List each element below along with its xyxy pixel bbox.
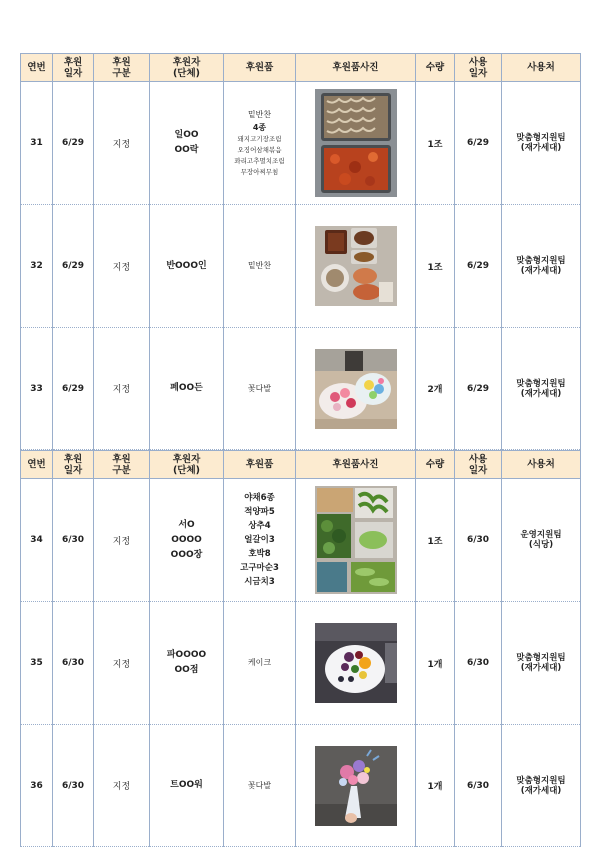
row-photo: [296, 725, 416, 847]
row-qty: 2개: [416, 328, 455, 450]
header-date: 후원 일자: [53, 54, 94, 82]
row-date: 6/30: [53, 479, 94, 602]
header-no: 연번: [21, 451, 53, 479]
header-use-date: 사용 일자: [455, 54, 502, 82]
row-item: 꽃다발: [224, 725, 296, 847]
row-no: 34: [21, 479, 53, 602]
header-donor: 후원자 (단체): [150, 451, 224, 479]
header-type: 후원 구분: [94, 54, 150, 82]
row-type: 지정: [94, 82, 150, 205]
header-qty: 수량: [416, 451, 455, 479]
header-qty: 수량: [416, 54, 455, 82]
bouquets-photo: [315, 349, 397, 429]
row-no: 35: [21, 602, 53, 725]
food-trays-photo: [315, 89, 397, 197]
row-photo: [296, 82, 416, 205]
row-type: 지정: [94, 328, 150, 450]
header-photo: 후원품사진: [296, 451, 416, 479]
table-row: [21, 602, 581, 725]
fruit-cake-photo: [315, 623, 397, 703]
row-use-date: 6/29: [455, 82, 502, 205]
row-use-date: 6/29: [455, 328, 502, 450]
row-photo: [296, 328, 416, 450]
row-photo: [296, 479, 416, 602]
row-item: 밑반찬: [224, 205, 296, 328]
vegetables-photo: [315, 486, 397, 594]
row-place: 맞춤형지원팀 (재가세대): [502, 82, 581, 205]
row-place: 맞춤형지원팀 (재가세대): [502, 205, 581, 328]
header-row: [21, 54, 581, 82]
table-row: [21, 479, 581, 602]
header-type: 후원 구분: [94, 451, 150, 479]
row-photo: [296, 602, 416, 725]
row-date: 6/30: [53, 602, 94, 725]
table-row: [21, 82, 581, 205]
header-date: 후원 일자: [53, 451, 94, 479]
row-type: 지정: [94, 205, 150, 328]
row-qty: 1조: [416, 479, 455, 602]
side-dishes-photo: [315, 226, 397, 306]
table-row: [21, 725, 581, 847]
row-no: 31: [21, 82, 53, 205]
row-place: 맞춤형지원팀 (재가세대): [502, 725, 581, 847]
table-row: [21, 205, 581, 328]
row-item: 꽃다발: [224, 328, 296, 450]
row-donor: 서O OOOO OOO장: [150, 479, 224, 602]
row-type: 지정: [94, 479, 150, 602]
row-type: 지정: [94, 725, 150, 847]
row-item: 야채6종 적양파5 상추4 얼갈이3 호박8 고구마순3 시금치3: [224, 479, 296, 602]
row-use-date: 6/30: [455, 602, 502, 725]
row-use-date: 6/29: [455, 205, 502, 328]
header-no: 연번: [21, 54, 53, 82]
row-donor: 반OOO인: [150, 205, 224, 328]
row-donor: 파OOOO OO점: [150, 602, 224, 725]
row-place: 운영지원팀 (식당): [502, 479, 581, 602]
donation-table-1: [20, 53, 581, 450]
row-qty: 1개: [416, 725, 455, 847]
row-date: 6/30: [53, 725, 94, 847]
row-item: 밑반찬 4종 돼지고기장조림 오징어삼채볶음 꽈리고추멸치조림 무장아찌무침: [224, 82, 296, 205]
row-place: 맞춤형지원팀 (재가세대): [502, 328, 581, 450]
row-qty: 1개: [416, 602, 455, 725]
header-item: 후원품: [224, 54, 296, 82]
row-use-date: 6/30: [455, 479, 502, 602]
row-item: 케이크: [224, 602, 296, 725]
row-no: 36: [21, 725, 53, 847]
header-photo: 후원품사진: [296, 54, 416, 82]
header-use-date: 사용 일자: [455, 451, 502, 479]
header-place: 사용처: [502, 54, 581, 82]
donation-table-2: [20, 450, 581, 847]
table-row: [21, 328, 581, 450]
header-donor: 후원자 (단체): [150, 54, 224, 82]
row-photo: [296, 205, 416, 328]
row-donor: 트OO워: [150, 725, 224, 847]
row-date: 6/29: [53, 328, 94, 450]
row-qty: 1조: [416, 205, 455, 328]
row-qty: 1조: [416, 82, 455, 205]
header-item: 후원품: [224, 451, 296, 479]
row-date: 6/29: [53, 205, 94, 328]
row-date: 6/29: [53, 82, 94, 205]
flower-bouquet-photo: [315, 746, 397, 826]
row-place: 맞춤형지원팀 (재가세대): [502, 602, 581, 725]
header-place: 사용처: [502, 451, 581, 479]
row-no: 33: [21, 328, 53, 450]
row-type: 지정: [94, 602, 150, 725]
row-donor: 페OO든: [150, 328, 224, 450]
header-row: [21, 451, 581, 479]
row-no: 32: [21, 205, 53, 328]
row-donor: 일OO OO락: [150, 82, 224, 205]
row-use-date: 6/30: [455, 725, 502, 847]
